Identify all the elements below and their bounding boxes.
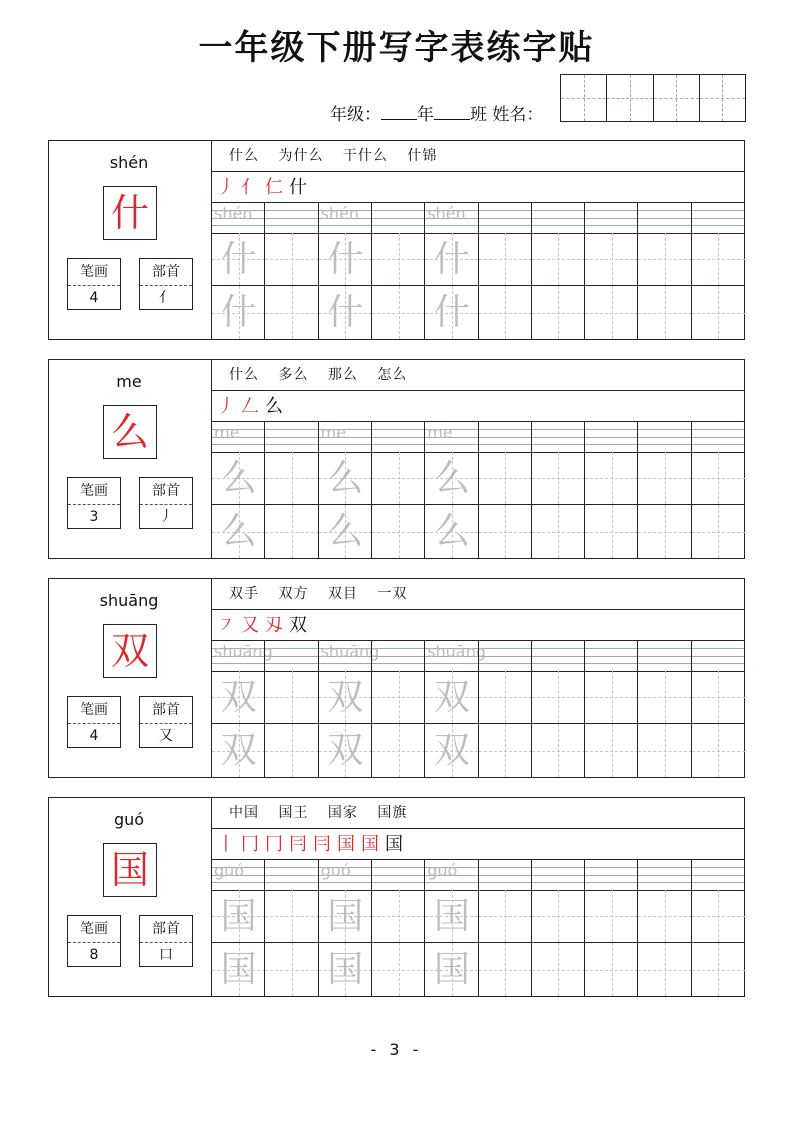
grid-column <box>531 422 584 558</box>
stroke-order <box>211 610 744 641</box>
stroke-step: 冂 <box>241 834 265 855</box>
radical-box <box>139 915 193 967</box>
radical-box <box>139 696 193 748</box>
writing-square[interactable] <box>532 724 585 777</box>
example-words: 中国 国王 国家 国旗 <box>211 798 744 829</box>
grid-column <box>584 422 637 558</box>
grid-column <box>371 641 424 777</box>
writing-grid <box>211 422 744 558</box>
trace-char: 国 <box>433 896 470 937</box>
writing-square[interactable] <box>585 943 638 996</box>
trace-pinyin: shén <box>427 204 466 223</box>
trace-char: 双 <box>327 677 364 718</box>
trace-char: 么 <box>433 511 470 552</box>
writing-square[interactable] <box>638 452 691 505</box>
grid-column <box>531 641 584 777</box>
page-title: 一年级下册写字表练字贴 <box>198 28 595 68</box>
trace-pinyin: guó <box>214 861 245 880</box>
radical-box <box>139 477 193 529</box>
char-pinyin: me <box>116 372 142 391</box>
grid-column <box>211 641 273 777</box>
name-cell[interactable] <box>606 75 652 121</box>
name-label: 姓名： <box>492 105 544 125</box>
trace-pinyin: guó <box>427 861 458 880</box>
stroke-step: 又 <box>241 615 265 636</box>
trace-pinyin: shuāng <box>427 642 486 661</box>
writing-square[interactable] <box>585 671 638 724</box>
writing-square[interactable] <box>425 671 478 724</box>
trace-char: 双 <box>220 730 257 771</box>
char-info-panel <box>49 360 212 558</box>
writing-square[interactable] <box>692 505 745 558</box>
grid-column <box>371 860 424 996</box>
trace-char: 什 <box>327 239 364 280</box>
char-block <box>48 359 745 559</box>
stroke-count-label: 笔画 <box>68 259 120 286</box>
writing-square[interactable] <box>319 724 372 777</box>
grid-column <box>478 641 531 777</box>
char-block <box>48 578 745 778</box>
grid-column <box>637 203 690 339</box>
writing-square[interactable] <box>479 286 532 339</box>
writing-square[interactable] <box>425 943 478 996</box>
grid-column <box>584 203 637 339</box>
stroke-count-box <box>67 915 121 967</box>
grid-column <box>531 203 584 339</box>
writing-square[interactable] <box>265 286 318 339</box>
trace-char: 么 <box>327 458 364 499</box>
trace-char: 么 <box>220 458 257 499</box>
grid-column <box>691 641 744 777</box>
writing-square[interactable] <box>638 890 691 943</box>
example-words: 什么 多么 那么 怎么 <box>211 360 744 391</box>
grid-column <box>264 860 317 996</box>
radical-value: 口 <box>159 947 173 963</box>
writing-square[interactable] <box>532 943 585 996</box>
char-info-panel <box>49 798 212 996</box>
stroke-order <box>211 829 744 860</box>
writing-square[interactable] <box>212 890 265 943</box>
stroke-step: 国 <box>385 834 409 855</box>
writing-square[interactable] <box>372 286 425 339</box>
writing-square[interactable] <box>212 724 265 777</box>
writing-square[interactable] <box>638 943 691 996</box>
radical-box <box>139 258 193 310</box>
model-char: 双 <box>103 624 157 678</box>
grid-column <box>211 860 264 996</box>
radical-label: 部首 <box>140 697 192 724</box>
name-cell[interactable] <box>699 75 745 121</box>
practice-area <box>211 798 744 996</box>
radical-label: 部首 <box>140 478 192 505</box>
stroke-step: 仁 <box>265 177 289 198</box>
grid-column <box>318 203 371 339</box>
writing-square[interactable] <box>265 452 318 505</box>
stroke-step: 刄 <box>265 615 289 636</box>
stroke-step: 双 <box>289 615 313 636</box>
trace-pinyin: me <box>320 423 347 442</box>
grid-column <box>318 422 371 558</box>
trace-pinyin: shuāng <box>214 642 273 661</box>
writing-square[interactable] <box>479 452 532 505</box>
grid-column <box>584 641 637 777</box>
writing-square[interactable] <box>692 452 745 505</box>
writing-square[interactable] <box>638 724 691 777</box>
trace-pinyin: shén <box>320 204 360 223</box>
stroke-count-value: 4 <box>89 290 99 306</box>
grid-column <box>371 203 424 339</box>
writing-square[interactable] <box>692 233 745 286</box>
writing-square[interactable] <box>319 505 372 558</box>
writing-square[interactable] <box>425 724 478 777</box>
trace-char: 国 <box>220 949 257 990</box>
writing-square[interactable] <box>372 233 425 286</box>
stroke-count-box <box>67 258 121 310</box>
char-block <box>48 797 745 997</box>
stroke-step: 国 <box>337 834 361 855</box>
writing-square[interactable] <box>425 452 478 505</box>
model-char: 国 <box>103 843 157 897</box>
writing-square[interactable] <box>319 452 372 505</box>
radical-value: 丿 <box>159 509 173 525</box>
writing-square[interactable] <box>265 724 318 777</box>
writing-square[interactable] <box>692 671 745 724</box>
char-pinyin: shuāng <box>99 591 159 610</box>
trace-char: 国 <box>327 896 364 937</box>
writing-square[interactable] <box>692 286 745 339</box>
grid-column <box>691 860 744 996</box>
writing-square[interactable] <box>479 724 532 777</box>
stroke-step: 冃 <box>289 834 313 855</box>
writing-square[interactable] <box>425 890 478 943</box>
stroke-step: 𠃋 <box>241 396 265 417</box>
writing-square[interactable] <box>692 890 745 943</box>
stroke-count-label: 笔画 <box>68 697 120 724</box>
stroke-order <box>211 391 744 422</box>
writing-square[interactable] <box>372 452 425 505</box>
writing-square[interactable] <box>585 286 638 339</box>
trace-char: 双 <box>433 677 470 718</box>
grid-column <box>318 641 380 777</box>
writing-square[interactable] <box>532 671 585 724</box>
writing-grid <box>211 641 744 777</box>
grid-column <box>211 203 264 339</box>
stroke-step: 冂 <box>265 834 289 855</box>
writing-square[interactable] <box>638 671 691 724</box>
example-words: 双手 双方 双目 一双 <box>211 579 744 610</box>
grade-blank[interactable] <box>381 103 417 120</box>
writing-square[interactable] <box>532 505 585 558</box>
grid-column <box>264 422 317 558</box>
writing-square[interactable] <box>585 890 638 943</box>
writing-square[interactable] <box>265 671 318 724</box>
grid-column <box>637 422 690 558</box>
stroke-count-value: 3 <box>89 509 99 525</box>
grid-column <box>424 422 477 558</box>
stroke-step: ㇇ <box>217 615 241 636</box>
writing-square[interactable] <box>532 233 585 286</box>
char-pinyin: guó <box>113 810 145 829</box>
trace-char: 双 <box>327 730 364 771</box>
trace-pinyin: guó <box>320 861 351 880</box>
radical-label: 部首 <box>140 916 192 943</box>
writing-square[interactable] <box>479 671 532 724</box>
grid-column <box>318 860 371 996</box>
writing-square[interactable] <box>532 286 585 339</box>
stroke-step: 丿 <box>217 396 241 417</box>
grid-column <box>264 203 317 339</box>
grid-column <box>691 422 744 558</box>
grid-column <box>584 860 637 996</box>
class-blank[interactable] <box>434 103 470 120</box>
writing-square[interactable] <box>585 724 638 777</box>
writing-square[interactable] <box>212 233 265 286</box>
writing-square[interactable] <box>212 452 265 505</box>
grid-column <box>478 203 531 339</box>
writing-square[interactable] <box>638 505 691 558</box>
writing-square[interactable] <box>319 286 372 339</box>
writing-square[interactable] <box>265 233 318 286</box>
writing-square[interactable] <box>372 671 425 724</box>
radical-value: 又 <box>159 728 173 744</box>
writing-square[interactable] <box>372 890 425 943</box>
char-block <box>48 140 745 340</box>
year-label: 年 <box>417 105 434 125</box>
writing-square[interactable] <box>319 671 372 724</box>
trace-char: 国 <box>327 949 364 990</box>
stroke-step: 丿 <box>217 177 241 198</box>
grid-column <box>371 422 424 558</box>
writing-square[interactable] <box>319 233 372 286</box>
stroke-step: 丨 <box>217 834 241 855</box>
trace-pinyin: shuāng <box>320 642 380 661</box>
writing-square[interactable] <box>585 452 638 505</box>
writing-square[interactable] <box>532 890 585 943</box>
page-number: - 3 - <box>370 1040 423 1059</box>
grid-column <box>211 422 264 558</box>
stroke-step: 冃 <box>313 834 337 855</box>
writing-square[interactable] <box>479 505 532 558</box>
char-pinyin: shén <box>109 153 149 172</box>
writing-square[interactable] <box>692 724 745 777</box>
stroke-step: 么 <box>265 396 289 417</box>
writing-square[interactable] <box>372 943 425 996</box>
grid-column <box>478 422 531 558</box>
trace-char: 么 <box>327 511 364 552</box>
practice-area <box>211 360 744 558</box>
writing-square[interactable] <box>425 233 478 286</box>
writing-grid <box>211 860 744 996</box>
stroke-count-value: 8 <box>89 947 99 963</box>
radical-label: 部首 <box>140 259 192 286</box>
writing-square[interactable] <box>212 286 265 339</box>
trace-char: 双 <box>220 677 257 718</box>
writing-square[interactable] <box>212 671 265 724</box>
grade-label: 年级： <box>330 105 381 125</box>
stroke-count-label: 笔画 <box>68 916 120 943</box>
stroke-step: 国 <box>361 834 385 855</box>
stroke-count-label: 笔画 <box>68 478 120 505</box>
writing-square[interactable] <box>425 505 478 558</box>
trace-char: 什 <box>433 239 470 280</box>
char-info-panel <box>49 141 212 339</box>
grid-column <box>424 641 486 777</box>
writing-square[interactable] <box>479 233 532 286</box>
writing-square[interactable] <box>638 233 691 286</box>
writing-square[interactable] <box>585 233 638 286</box>
writing-square[interactable] <box>319 943 372 996</box>
model-char: 什 <box>103 186 157 240</box>
trace-pinyin: me <box>427 423 453 442</box>
grid-column <box>264 641 317 777</box>
practice-area <box>211 141 744 339</box>
writing-square[interactable] <box>212 943 265 996</box>
stroke-step: 亻 <box>241 177 265 198</box>
writing-square[interactable] <box>425 286 478 339</box>
class-label: 班 <box>470 105 487 125</box>
writing-square[interactable] <box>479 943 532 996</box>
trace-char: 么 <box>220 511 257 552</box>
practice-area <box>211 579 744 777</box>
grid-column <box>637 641 690 777</box>
trace-pinyin: shén <box>214 204 253 223</box>
writing-square[interactable] <box>585 505 638 558</box>
trace-char: 什 <box>220 239 257 280</box>
writing-square[interactable] <box>265 890 318 943</box>
writing-square[interactable] <box>372 505 425 558</box>
trace-char: 么 <box>433 458 470 499</box>
stroke-order <box>211 172 744 203</box>
writing-square[interactable] <box>638 286 691 339</box>
writing-square[interactable] <box>692 943 745 996</box>
grid-column <box>478 860 531 996</box>
radical-value: 亻 <box>159 290 173 306</box>
example-words: 什么 为什么 干什么 什锦 <box>211 141 744 172</box>
trace-pinyin: me <box>214 423 240 442</box>
name-cell[interactable] <box>561 75 606 121</box>
writing-square[interactable] <box>265 505 318 558</box>
trace-char: 双 <box>433 730 470 771</box>
trace-char: 什 <box>327 292 364 333</box>
trace-char: 国 <box>433 949 470 990</box>
grid-column <box>637 860 690 996</box>
stroke-count-box <box>67 696 121 748</box>
writing-grid <box>211 203 744 339</box>
writing-square[interactable] <box>319 890 372 943</box>
model-char: 么 <box>103 405 157 459</box>
writing-square[interactable] <box>265 943 318 996</box>
name-cell[interactable] <box>653 75 699 121</box>
grid-column <box>424 203 477 339</box>
stroke-count-box <box>67 477 121 529</box>
grid-column <box>531 860 584 996</box>
grid-column <box>424 860 477 996</box>
grid-column <box>691 203 744 339</box>
name-grid[interactable] <box>560 74 746 122</box>
writing-square[interactable] <box>372 724 425 777</box>
writing-square[interactable] <box>479 890 532 943</box>
stroke-count-value: 4 <box>89 728 99 744</box>
char-info-panel <box>49 579 212 777</box>
trace-char: 什 <box>433 292 470 333</box>
writing-square[interactable] <box>212 505 265 558</box>
trace-char: 什 <box>220 292 257 333</box>
trace-char: 国 <box>220 896 257 937</box>
writing-square[interactable] <box>532 452 585 505</box>
student-info <box>330 100 543 125</box>
stroke-step: 什 <box>289 177 313 198</box>
